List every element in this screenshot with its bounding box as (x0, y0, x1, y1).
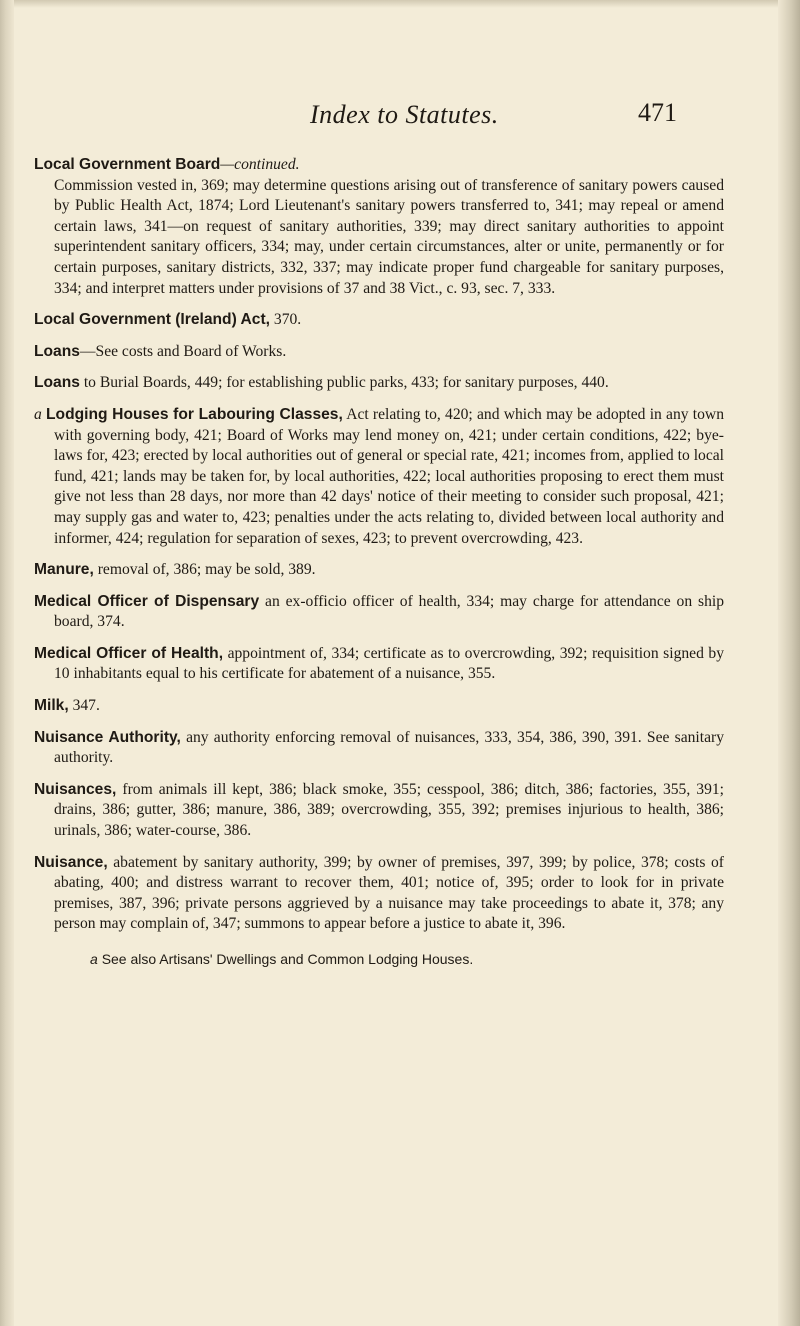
index-entry (34, 373, 724, 394)
index-entry (34, 155, 724, 299)
index-entry (34, 592, 724, 633)
entry-text: from animals ill kept, 386; black smoke, 355; cesspool, 386; ditch, 386; factories, 355, 391; drains, 386; gutter, 386; manure, 386, 389; overcrowding, 355, 392; premises injurious to health, 386; urinals, 386; water-course, 386. (54, 780, 724, 840)
entry-text: 347. (72, 697, 100, 715)
entry-text: removal of, 386; may be sold, 389. (97, 561, 316, 579)
entry-text: 370. (273, 311, 302, 329)
index-entry (34, 644, 724, 685)
entry-text: Act relating to, 420; and which may be adopted in any town with governing body, 421; Board of Works may lend money on, 421; under certain conditions, 422; bye-laws for, 423; erected by local authorities out of general or special rate, 421; incomes from, applied to local fund, 421; lands may be taken for, by local authorities, 422; local authorities proposing to erect them must give not less than 28 days, nor more than 42 days' notice of their meeting to consider such proposal, 421; may supply gas and water to, 423; penalties under the acts relating to, divided between local authority and informer, 424; regulation for separation of sexes, 423; to prevent overcrowding, 423. (54, 405, 724, 547)
entry-headword: Medical Officer of Dispensary (34, 592, 260, 610)
entry-text: an ex-officio officer of health, 334; may charge for attendance on ship board, 374. (54, 592, 725, 631)
entry-headword: Lodging Houses for Labouring Classes, (46, 405, 343, 423)
page-number: 471 (638, 98, 677, 127)
footnote (34, 949, 724, 970)
entry-headword: Nuisances, (34, 780, 117, 798)
entry-text: abatement by sanitary authority, 399; by owner of premises, 397, 399; by police, 378; costs of abating, 400; and distress warrant to recover them, 401; notice of, 395; order to look for in private premises, 387, 396; private persons aggrieved by a nuisance may take proceedings to abate it, 378; any person may complain of, 347; summons to appear before a justice to abate it, 396. (54, 853, 724, 933)
footnote-mark: a (90, 951, 98, 967)
entry-headword: Medical Officer of Health, (34, 644, 224, 662)
entry-text: any authority enforcing removal of nuisances, 333, 354, 386, 390, 391. See sanitary authority. (54, 728, 724, 767)
entry-headword: Loans (34, 342, 80, 360)
index-entry (34, 405, 724, 549)
entry-headword: Manure, (34, 561, 94, 579)
entry-text: to Burial Boards, 449; for establishing public parks, 433; for sanitary purposes, 440. (83, 374, 609, 392)
running-title: Index to Statutes. (310, 100, 499, 129)
entry-headword: Local Government (Ireland) Act, (34, 311, 270, 329)
entry-continuation: —continued. (220, 156, 300, 173)
footnote-mark: a (34, 405, 42, 423)
index-entry (34, 560, 724, 581)
index-entry (34, 310, 724, 331)
entry-text: Commission vested in, 369; may determine questions arising out of transference of sanitary powers caused by Public Health Act, 1874; Lord Lieutenant's sanitary powers transferred to, 341; may repeal or amend certain laws, 341—on request of sanitary authorities, 339; may direct sanitary authorities to appoint superintendent sanitary officers, 334; may, under certain circumstances, alter or unite, permanently or for certain purposes, sanitary districts, 332, 337; may indicate proper fund chargeable for sanitary purposes, 334; and interpret matters under provisions of 37 and 38 Vict., c. 93, sec. 7, 333. (54, 176, 724, 297)
entry-headword: Nuisance Authority, (34, 728, 181, 746)
entry-headword: Local Government Board (34, 156, 221, 173)
footnote-text: See also Artisans' Dwellings and Common Lodging Houses. (101, 951, 474, 967)
page-header (0, 100, 800, 140)
page-top-edge (0, 0, 800, 8)
entry-text: —See costs and Board of Works. (79, 342, 287, 360)
entry-headword: Nuisance, (34, 853, 108, 871)
entry-headword: Milk, (34, 697, 69, 715)
entry-headword: Loans (34, 374, 80, 392)
index-entry (34, 853, 724, 935)
index-entry (34, 780, 724, 842)
index-entry (34, 728, 724, 769)
index-entry (34, 342, 724, 363)
page-binding-edge (0, 0, 14, 1326)
entry-text: appointment of, 334; certificate as to overcrowding, 392; requisition signed by 10 inhabitants equal to his certificate for abatement of a nuisance, 355. (54, 644, 724, 683)
index-entry (34, 696, 724, 717)
page-fore-edge (778, 0, 800, 1326)
index-entries (34, 155, 724, 970)
